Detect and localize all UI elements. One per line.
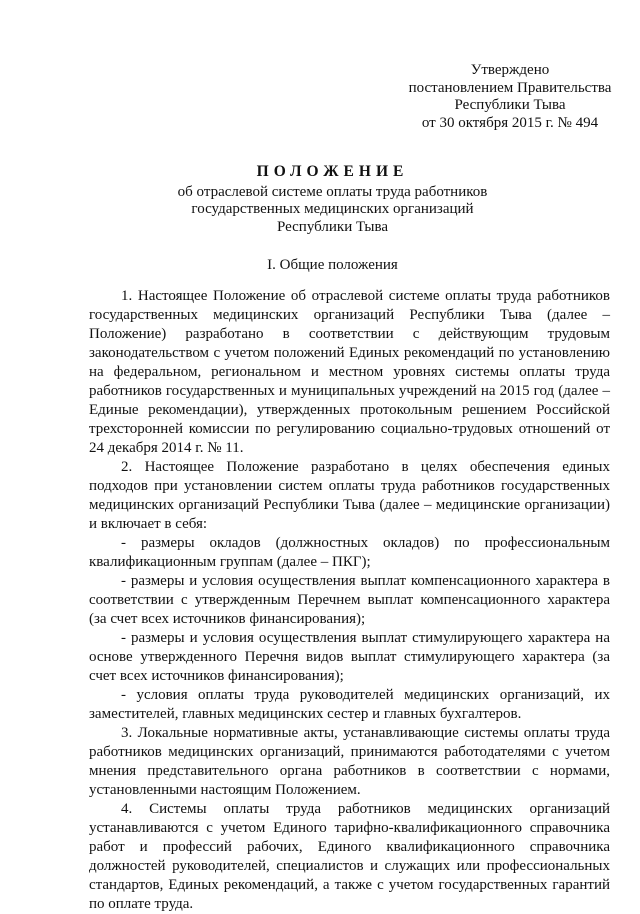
paragraph-2: 2. Настоящее Положение разработано в целях обеспечения единых подходов при установлении систем оплаты труда работников государственных медицинских организаций Республики Тыва (далее – медицинские организации) и включает в себя: (89, 459, 610, 532)
document-subtitle-line-1: об отраслевой системе оплаты труда работников (177, 183, 488, 200)
approval-line-approved: Утверждено (470, 62, 550, 78)
document-subtitle-line-2: государственных медицинских организаций (191, 201, 474, 217)
document-subtitle-line-3: Республики Тыва (276, 218, 389, 235)
section-heading: I. Общие положения (267, 257, 398, 273)
approval-stamp (380, 62, 640, 132)
paragraph-3: 3. Локальные нормативные акты, устанавливающие системы оплаты труда работников медицинских организаций, принимаются работодателями с учетом мнения представительного органа работников в соответствии с нормами, установленными настоящим Положением. (89, 725, 610, 798)
document-title-block (0, 163, 640, 236)
approval-line-decree: постановлением Правительства (408, 79, 612, 96)
document-body (89, 287, 610, 914)
paragraph-4: 4. Системы оплаты труда работников медицинских организаций устанавливаются с учетом Единого тарифно-квалификационного справочника работ и профессий рабочих, Единого квалификационного справочника должностей руководителей, специалистов и служащих или профессиональных стандартов, Единых рекомендаций, а также с учетом государственных гарантий по оплате труда. (89, 801, 610, 912)
document-title: ПОЛОЖЕНИЕ (256, 163, 409, 180)
approval-line-date: от 30 октября 2015 г. № 494 (421, 114, 599, 131)
approval-line-republic: Республики Тыва (454, 97, 566, 113)
list-item-incentive: - размеры и условия осуществления выплат стимулирующего характера на основе утвержденного Перечня видов выплат стимулирующего характера (за счет всех источников финансирования); (89, 630, 610, 684)
list-item-compensation: - размеры и условия осуществления выплат компенсационного характера в соответствии с утвержденным Перечнем выплат компенсационного характера (за счет всех источников финансирования); (89, 573, 610, 627)
paragraph-1: 1. Настоящее Положение об отраслевой системе оплаты труда работников государственных медицинских организаций Республики Тыва (далее – Положение) разработано в соответствии с действующим трудовым законодательством с учетом положений Единых рекомендаций по установлению на федеральном, региональном и местном уровнях системы оплаты труда работников государственных и муниципальных учреждений на 2015 год (далее – Единые рекомендации), утвержденных протокольным решением Российской трехсторонней комиссии по регулированию социально-трудовых отношений от 24 декабря 2014 г. № 11. (89, 288, 610, 456)
list-item-salaries: - размеры окладов (должностных окладов) по профессиональным квалификационным группам (далее – ПКГ); (89, 535, 610, 570)
list-item-managers: - условия оплаты труда руководителей медицинских организаций, их заместителей, главных медицинских сестер и главных бухгалтеров. (89, 687, 610, 722)
